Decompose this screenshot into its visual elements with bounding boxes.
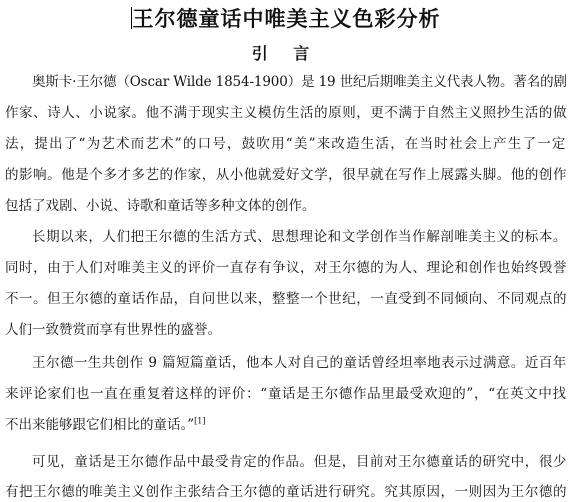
paragraph-1-line-2: 作家、诗人、小说家。他不满于现实主义模仿生活的原则，更不满于自然主义照抄生活的做 <box>5 105 567 121</box>
document-title-text: 王尔德童话中唯美主义色彩分析 <box>132 7 441 31</box>
section-heading: 引 言 <box>251 44 320 63</box>
paragraph-1-line-5: 包括了戏剧、小说、诗歌和童话等多种文体的创作。 <box>5 198 316 214</box>
paragraph-1-line-4: 的影响。他是个多才多艺的作家，从小他就爱好文学，很早就在写作上展露头脚。他的创作 <box>5 167 567 183</box>
text-cursor <box>131 7 132 29</box>
paragraph-1-line-1: 奥斯卡·王尔德（Oscar Wilde 1854-1900）是 19 世纪后期唯美主义代表人物。著名的剧 <box>32 74 567 90</box>
paragraph-1-line-3: 法，提出了“为艺术而艺术”的口号，鼓吹用“美”来改造生活，在当时社会上产生了一定 <box>5 136 567 152</box>
paragraph-4-line-2: 有把王尔德的唯美主义创作主张结合王尔德的童话进行研究。究其原因，一则因为王尔德的 <box>5 484 567 500</box>
paragraph-2-line-2: 同时，由于人们对唯美主义的评价一直存有争议，对王尔德的为人、理论和创作也始终毁誉 <box>5 260 567 276</box>
footnote-marker: [1] <box>194 416 206 426</box>
paragraph-2-line-1: 长期以来，人们把王尔德的生活方式、思想理论和文学创作当作解剖唯美主义的标本。 <box>32 229 567 245</box>
paragraph-3-line-3 <box>5 415 206 435</box>
document-title <box>0 4 571 34</box>
paragraph-3-line-3-text: 不出来能够跟它们相比的童话。” <box>5 417 195 433</box>
paragraph-3-line-1: 王尔德一生共创作 9 篇短篇童话，他本人对自己的童话曾经坦率地表示过满意。近百年 <box>32 355 567 371</box>
paragraph-2-line-3: 不一。但王尔德的童话作品，自问世以来，整整一个世纪，一直受到不同倾向、不同观点的 <box>5 291 567 307</box>
paragraph-3-line-2: 来评论家们也一直在重复着这样的评价：“童话是王尔德作品里最受欢迎的”，“在英文中找 <box>5 386 567 402</box>
paragraph-2-line-4: 人们一致赞赏而享有世界性的盛誉。 <box>5 322 221 338</box>
paragraph-4-line-1: 可见，童话是王尔德作品中最受肯定的作品。但是，目前对王尔德童话的研究中，很少 <box>32 454 567 470</box>
